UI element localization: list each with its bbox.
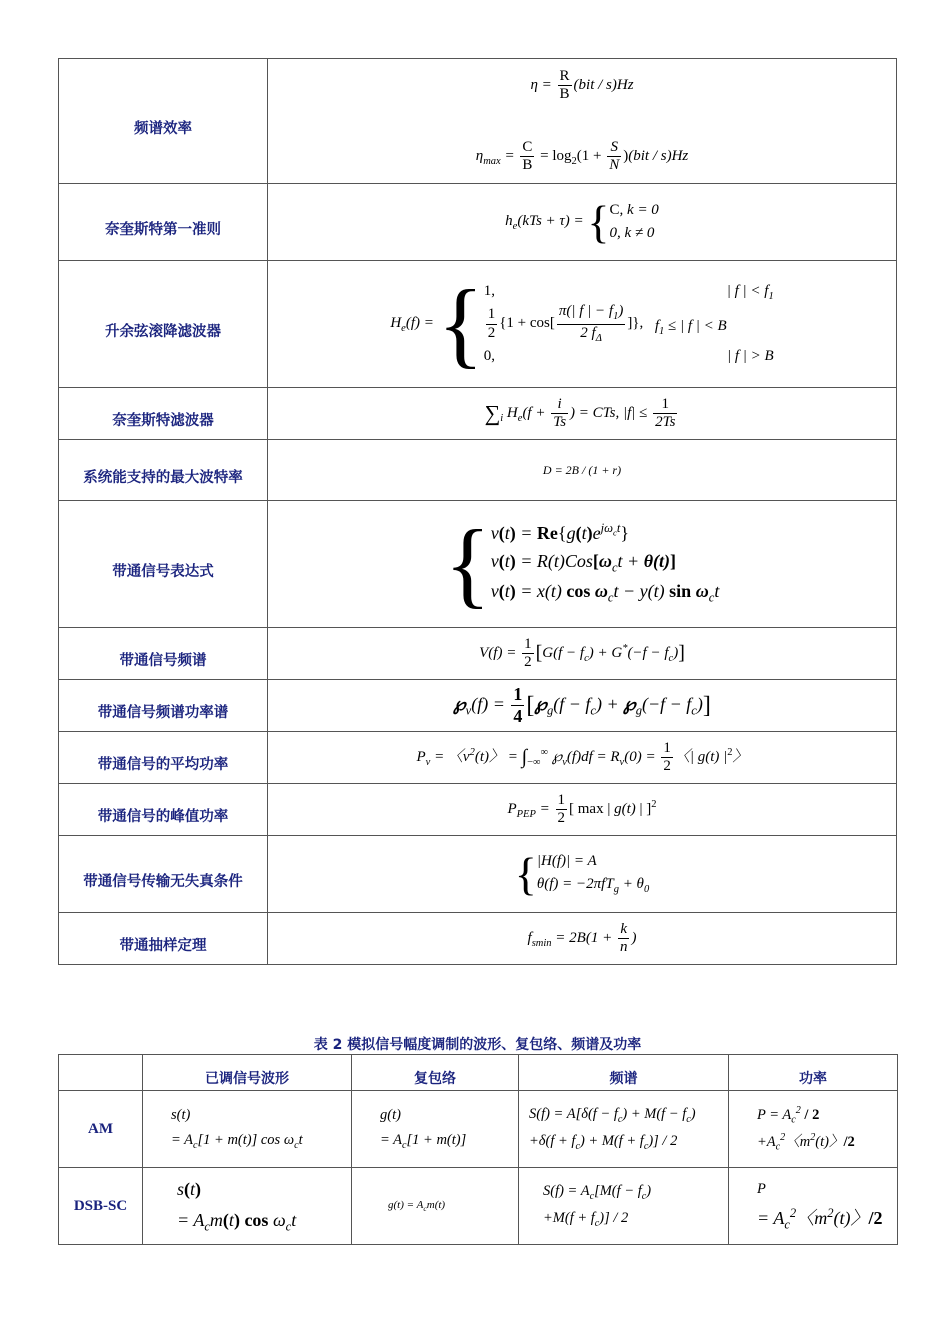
formula-cell: { |H(f)| = A $\theta(f) = -2\pi fT_g + \theta_0$	[268, 836, 897, 913]
row-label: 带通信号的平均功率	[59, 732, 268, 784]
envelope-cell: $g(t) = A_cm(t)$	[352, 1168, 519, 1245]
row-label: 带通抽样定理	[59, 913, 268, 965]
formula-cell: V(f) = $\frac{1}{2}$ $[G(f - f_c) + G^*(-f - f_c)]$	[268, 628, 897, 680]
row-label: 奈奎斯特滤波器	[59, 388, 268, 440]
power-cell: P = $A_c^2$〈$m^2(t)$〉/2	[729, 1168, 898, 1245]
formula-cell: $℘_v(f)$ = $\frac{1}{4}$ [$℘_g(f - f_c)$ + $℘_g(-f - f_c)$]	[268, 680, 897, 732]
formula-cell: $H_e(f)$ = { 1, | f | < $f_1$ $\frac{1}{2}$ {1 + cos[ $\frac{\pi(| f | - f_1)}{2 f_\Delta}$ ]}, $f_1$ ≤ | f | < B 0, | f | > B	[268, 261, 897, 388]
header-cell: 已调信号波形	[143, 1055, 352, 1091]
table-row	[59, 184, 897, 261]
table-row	[59, 440, 897, 501]
waveform-cell: s(t) = $A_cm(t)$ $\cos \omega_ct$	[143, 1168, 352, 1245]
power-cell: $P = A_c^2 / 2$ $+A_c^2$〈$m^2(t)$〉/2	[729, 1091, 898, 1168]
modulation-table	[58, 1054, 898, 1245]
row-label: 带通信号频谱	[59, 628, 268, 680]
row-label: AM	[59, 1091, 143, 1168]
formula-cell: η = $\frac{R}{B}$ (bit / s)Hz $\eta_{max}$ = $\frac{C}{B}$ = $\log_2(1$ + $\frac{S}{N}$ )(bit / s)Hz	[268, 59, 897, 184]
formula-cell: D = 2B / (1 + r)	[268, 440, 897, 501]
row-label: 带通信号表达式	[59, 501, 268, 628]
formula-cell: { $v(t) = Re\{g(t)e^{j\omega_ct}\}$ $v(t) = R(t)Cos[\omega_ct + \theta(t)]$ v(t) = x(t) $\cos \omega_ct - y(t)$ $\sin \omega_ct$	[268, 501, 897, 628]
formula-cell: $P_{PEP}$ = $\frac{1}{2}$ [ max | g(t) | ]$^2$	[268, 784, 897, 836]
table-row	[59, 1091, 898, 1168]
formula-cell: $h_e(kTs + \tau)$ = { C, k = 0 0, k ≠ 0	[268, 184, 897, 261]
row-label: 升余弦滚降滤波器	[59, 261, 268, 388]
formula-cell: $\sum_i$ $H_e(f$ + $\frac{i}{Ts}$ ) = CTs, |f| ≤ $\frac{1}{2Ts}$	[268, 388, 897, 440]
header-cell: 复包络	[352, 1055, 519, 1091]
envelope-cell: g(t) = $A_c[1 + m(t)]$	[352, 1091, 519, 1168]
row-label: 带通信号的峰值功率	[59, 784, 268, 836]
row-label: DSB-SC	[59, 1168, 143, 1245]
row-label: 系统能支持的最大波特率	[59, 440, 268, 501]
table-row	[59, 913, 897, 965]
table-row	[59, 1168, 898, 1245]
table-row	[59, 388, 897, 440]
row-label: 奈奎斯特第一准则	[59, 184, 268, 261]
spectrum-cell: $S(f) = A_c[M(f - f_c)$ $+M(f + f_c)] / 2$	[519, 1168, 729, 1245]
table-row	[59, 501, 897, 628]
table-row	[59, 784, 897, 836]
formula-cell: $f_{smin} = 2B(1$ + $\frac{k}{n}$ )	[268, 913, 897, 965]
table-row	[59, 732, 897, 784]
table-row	[59, 680, 897, 732]
spectrum-cell: $S(f) = A[\delta(f - f_c) + M(f - f_c)$ $+\delta(f + f_c) + M(f + f_c)] / 2$	[519, 1091, 729, 1168]
table-row	[59, 836, 897, 913]
row-label: 频谱效率	[59, 59, 268, 184]
table-caption: 表 2 模拟信号幅度调制的波形、复包络、频谱及功率	[313, 1037, 642, 1053]
table-header-row	[59, 1055, 898, 1091]
waveform-cell: s(t) = $A_c[1 + m(t)]$ $\cos \omega_ct$	[143, 1091, 352, 1168]
table-row	[59, 59, 897, 184]
formula-table	[58, 58, 897, 965]
row-label: 带通信号传输无失真条件	[59, 836, 268, 913]
table-row	[59, 628, 897, 680]
table-row	[59, 261, 897, 388]
header-cell: 频谱	[519, 1055, 729, 1091]
row-label: 带通信号频谱功率谱	[59, 680, 268, 732]
formula-cell: $P_v$ = 〈$v^2(t)$〉 = $\int_{-\infty}^\infty$ $℘_v(f)df = R_v(0)$ = $\frac{1}{2}$ 〈| g(t) $|^2$〉	[268, 732, 897, 784]
header-cell: 功率	[729, 1055, 898, 1091]
header-cell	[59, 1055, 143, 1091]
